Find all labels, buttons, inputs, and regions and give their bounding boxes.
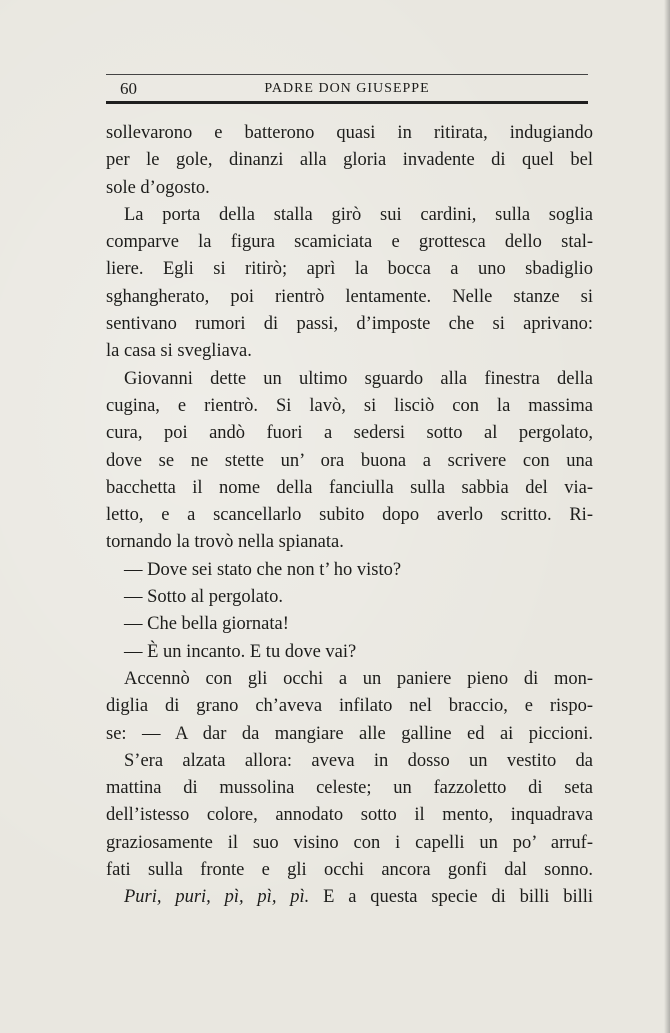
text-line: graziosamente il suo visino con i capelli un po’ arruf- [106,832,593,853]
text-line: liere. Egli si ritirò; aprì la bocca a uno sbadiglio [106,259,593,280]
header-rule-bottom [106,101,588,104]
text-line: fati sulla fronte e gli occhi ancora gonfi dal sonno. [106,860,593,881]
running-title: PADRE DON GIUSEPPE [264,81,430,96]
text-line-final [106,884,593,911]
text-line: mattina di mussolina celeste; un fazzoletto di seta [106,778,593,799]
text-line: letto, e a scancellarlo subito dopo averlo scritto. Ri- [106,505,593,526]
text-line: tornando la trovò nella spianata. [106,532,344,553]
dialogue-line: — Sotto al pergolato. [124,587,283,608]
text-line: sollevarono e batterono quasi in ritirata, indugiando [106,123,593,143]
text-line: per le gole, dinanzi alla gloria invadente di quel bel [106,150,593,171]
dialogue-line: — Che bella giornata! [124,614,289,635]
text-line: sole d’ogosto. [106,177,210,198]
text-line: dove se ne stette un’ ora buona a scrivere con una [106,450,593,471]
text-line: diglia di grano ch’aveva infilato nel braccio, e rispo- [106,696,593,717]
body-text [106,120,593,912]
text-line: S’era alzata allora: aveva in dosso un vestito da [124,750,593,771]
text-line: la casa si svegliava. [106,341,252,362]
text-line: cura, poi andò fuori a sedersi sotto al pergolato, [106,423,593,444]
text-line: La porta della stalla girò sui cardini, sulla soglia [124,204,593,225]
page-number: 60 [120,79,137,98]
text-line: Giovanni dette un ultimo sguardo alla finestra della [124,368,593,389]
text-line: bacchetta il nome della fanciulla sulla sabbia del via- [106,477,593,498]
italic-exclamation: Puri, puri, pì, pì, pì. [124,887,310,908]
text-line: sentivano rumori di passi, d’imposte che si aprivano: [106,314,593,335]
text-line: cugina, e rientrò. Si lavò, si lisciò con la massima [106,395,593,416]
text-line: dell’istesso colore, annodato sotto il mento, inquadrava [106,805,593,826]
text-line: Accennò con gli occhi a un paniere pieno di mon- [124,668,593,689]
text-line: comparve la figura scamiciata e grottesca dello stal- [106,232,593,253]
dialogue-line: — Dove sei stato che non t’ ho visto? [124,559,402,580]
dialogue-line: — È un incanto. E tu dove vai? [124,641,357,662]
text-line-rest: E a questa specie di billi billi [323,887,593,908]
text-line: sghangherato, poi rientrò lentamente. Nelle stanze si [106,286,593,307]
header-rule-top [106,74,588,75]
scan-edge-shadow [664,0,670,1033]
page-header [106,74,588,104]
text-line: se: — A dar da mangiare alle galline ed ai piccioni. [106,723,593,744]
